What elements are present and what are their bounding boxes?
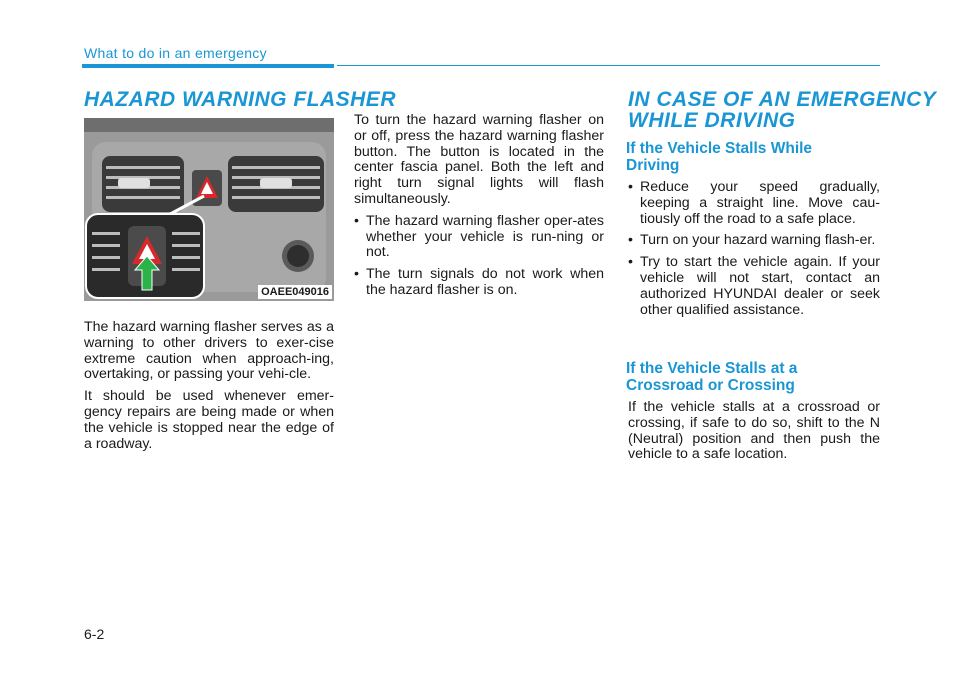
image-caption: OAEE049016 bbox=[258, 285, 332, 299]
paragraph: To turn the hazard warning flasher on or off, press the hazard warning flasher button. The button is located in the center fascia panel. Both the left and right turn signal lights will flash simultaneously. bbox=[354, 112, 604, 207]
middle-body bbox=[354, 113, 604, 305]
list-item: • The turn signals do not work when the hazard flasher is on. bbox=[354, 267, 604, 299]
stall-crossing-subheading-line1: If the Vehicle Stalls at a bbox=[626, 360, 798, 377]
list-item: • Reduce your speed gradually, keeping a straight line. Move cau-tiously off the road to a safe place. bbox=[628, 180, 880, 227]
stall-driving-subheading-line1: If the Vehicle Stalls While bbox=[626, 140, 813, 157]
running-header: What to do in an emergency bbox=[84, 45, 267, 61]
stall-driving-subheading-line2: Driving bbox=[626, 157, 680, 174]
left-body bbox=[84, 320, 334, 458]
header-rule-thin bbox=[337, 65, 880, 66]
right-bullets bbox=[628, 180, 880, 324]
dashboard-illustration bbox=[84, 118, 334, 301]
paragraph: The hazard warning flasher serves as a warning to other drivers to exer-cise extreme caution when approach-ing, overtaking, or passing your vehi-cle. bbox=[84, 319, 334, 383]
page-number: 6-2 bbox=[84, 626, 105, 642]
hazard-button-photo bbox=[84, 118, 334, 301]
hazard-warning-heading: HAZARD WARNING FLASHER bbox=[84, 88, 396, 111]
list-item: • Turn on your hazard warning flash-er. bbox=[628, 233, 880, 249]
list-item: • Try to start the vehicle again. If your vehicle will not start, contact an authorized HYUNDAI dealer or seek other qualified assistance. bbox=[628, 255, 880, 318]
paragraph: It should be used whenever emer-gency repairs are being made or when the vehicle is stopped near the edge of a roadway. bbox=[84, 388, 334, 452]
bullet-list bbox=[354, 214, 604, 299]
emergency-heading-line2: WHILE DRIVING bbox=[628, 109, 796, 132]
bullet-list bbox=[628, 180, 880, 318]
stall-crossing-subheading-line2: Crossroad or Crossing bbox=[626, 377, 795, 394]
paragraph: If the vehicle stalls at a crossroad or crossing, if safe to do so, shift to the N (Neutral) position and then push the vehicle to a safe location. bbox=[628, 399, 880, 463]
header-rule-thick bbox=[82, 64, 334, 68]
list-item: • The hazard warning flasher oper-ates whether your vehicle is run-ning or not. bbox=[354, 214, 604, 261]
right-body bbox=[628, 400, 880, 469]
emergency-heading-line1: IN CASE OF AN EMERGENCY bbox=[628, 88, 937, 111]
